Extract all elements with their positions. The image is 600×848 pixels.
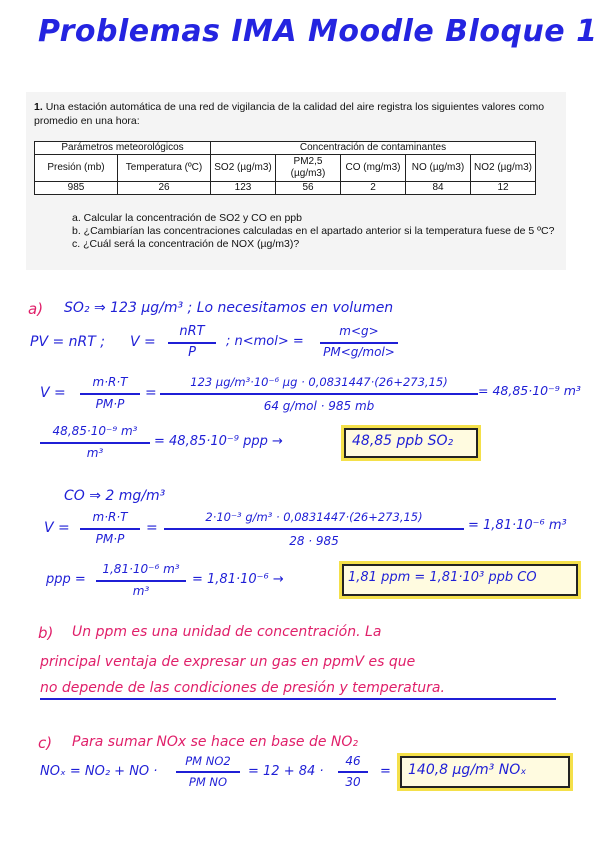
question-text <box>34 100 554 128</box>
highlight-underline <box>40 698 556 700</box>
c-fraction-den: PM NO <box>188 775 228 789</box>
table-cell: 12 <box>471 182 536 195</box>
table-cell: 84 <box>406 182 471 195</box>
fraction-bar <box>80 393 140 395</box>
co-answer: 1,81 ppm = 1,81·10³ ppb CO <box>348 570 537 585</box>
so2-ppb-eq: = 48,85·10⁻⁹ ppp → <box>154 434 283 449</box>
so2-f1-den: PM·P <box>95 397 125 411</box>
part-b-label: b) <box>38 624 54 642</box>
part-a-label: a) <box>28 300 44 318</box>
fraction-bar <box>164 528 464 530</box>
v-eq: V = <box>130 334 156 350</box>
co-v-eq: V = <box>44 520 70 536</box>
col-header: NO2 (µg/m3) <box>471 155 536 182</box>
table-cell: 2 <box>341 182 406 195</box>
n-fraction-den: PM<g/mol> <box>323 345 395 359</box>
col-header: Temperatura (ºC) <box>118 155 211 182</box>
fraction-bar <box>176 771 240 773</box>
fraction-bar <box>96 580 186 582</box>
group-header-contaminants: Concentración de contaminantes <box>211 142 536 155</box>
fraction-bar <box>160 393 478 395</box>
so2-v-eq: V = <box>40 385 66 401</box>
co-ppp-num: 1,81·10⁻⁶ m³ <box>102 562 180 576</box>
part-b-line2: principal ventaja de expresar un gas en ppmV es que <box>40 654 416 670</box>
nox-eq-mid: = 12 + 84 · <box>248 764 324 779</box>
question-number: 1. <box>34 101 43 113</box>
table-cell: 56 <box>276 182 341 195</box>
question-items <box>72 212 556 251</box>
table-cell: 985 <box>35 182 118 195</box>
data-table <box>34 141 536 195</box>
co-f1-den: PM·P <box>95 532 125 546</box>
co-ppp-eq: = 1,81·10⁻⁶ → <box>192 572 284 587</box>
co-f2-num: 2·10⁻³ g/m³ · 0,0831447·(26+273,15) <box>205 510 423 524</box>
part-c-label: c) <box>38 734 53 752</box>
so2-f1-num: m·R·T <box>92 375 128 389</box>
part-c-line1: Para sumar NOx se hace en base de NO₂ <box>72 734 359 750</box>
nox-answer: 140,8 µg/m³ NOₓ <box>408 762 527 778</box>
so2-ppb-num: 48,85·10⁻⁹ m³ <box>52 424 138 438</box>
c-fraction-num: PM NO2 <box>185 754 231 768</box>
part-a-intro: SO₂ ⇒ 123 µg/m³ ; Lo necesitamos en volumen <box>64 300 394 316</box>
so2-ppb-den: m³ <box>86 446 104 460</box>
v-fraction-num: nRT <box>179 324 205 339</box>
col-header: SO2 (µg/m3) <box>211 155 276 182</box>
part-b-line1: Un ppm es una unidad de concentración. La <box>72 624 382 640</box>
n-fraction-num: m<g> <box>339 324 379 338</box>
ideal-gas-law: PV = nRT ; <box>30 334 105 350</box>
n-eq: ; n<mol> = <box>226 334 304 349</box>
page-title: Problemas IMA Moodle Bloque 1 <box>38 14 598 49</box>
co-intro: CO ⇒ 2 mg/m³ <box>64 488 166 504</box>
nox-eq-left: NOₓ = NO₂ + NO · <box>40 764 158 779</box>
col-header: NO (µg/m3) <box>406 155 471 182</box>
fraction-bar <box>168 342 216 344</box>
col-header: PM2,5 (µg/m3) <box>276 155 341 182</box>
so2-f2-den: 64 g/mol · 985 mb <box>263 399 375 413</box>
co-volume-result: = 1,81·10⁻⁶ m³ <box>468 518 567 533</box>
equals: = <box>146 520 158 536</box>
fraction-bar <box>338 771 368 773</box>
table-cell: 26 <box>118 182 211 195</box>
list-item: c. ¿Cuál será la concentración de NOX (µg/m3)? <box>72 238 300 250</box>
list-item: a. Calcular la concentración de SO2 y CO en ppb <box>72 212 302 224</box>
table-cell: 123 <box>211 182 276 195</box>
c-fraction2-den: 30 <box>345 775 361 789</box>
co-f2-den: 28 · 985 <box>289 534 339 548</box>
list-item: b. ¿Cambiarían las concentraciones calculadas en el apartado anterior si la temperatura fuese de 5 ºC? <box>72 225 555 237</box>
co-ppp-label: ppp = <box>46 572 86 587</box>
group-header-meteo: Parámetros meteorológicos <box>35 142 211 155</box>
equals: = <box>145 385 157 401</box>
c-fraction2-num: 46 <box>345 754 361 768</box>
equals: = <box>380 764 391 779</box>
so2-answer: 48,85 ppb SO₂ <box>352 433 454 449</box>
so2-f2-num: 123 µg/m³·10⁻⁶ µg · 0,0831447·(26+273,15) <box>190 375 448 389</box>
col-header: CO (mg/m3) <box>341 155 406 182</box>
col-header: Presión (mb) <box>35 155 118 182</box>
co-f1-num: m·R·T <box>92 510 128 524</box>
fraction-bar <box>80 528 140 530</box>
fraction-bar <box>320 342 398 344</box>
question-statement: Una estación automática de una red de vigilancia de la calidad del aire registra los siguientes valores como promedio en una hora: <box>34 101 545 127</box>
v-fraction-den: P <box>188 345 196 360</box>
co-ppp-den: m³ <box>132 584 150 598</box>
part-b-line3: no depende de las condiciones de presión y temperatura. <box>40 680 445 696</box>
fraction-bar <box>40 442 150 444</box>
so2-volume-result: = 48,85·10⁻⁹ m³ <box>478 383 581 398</box>
